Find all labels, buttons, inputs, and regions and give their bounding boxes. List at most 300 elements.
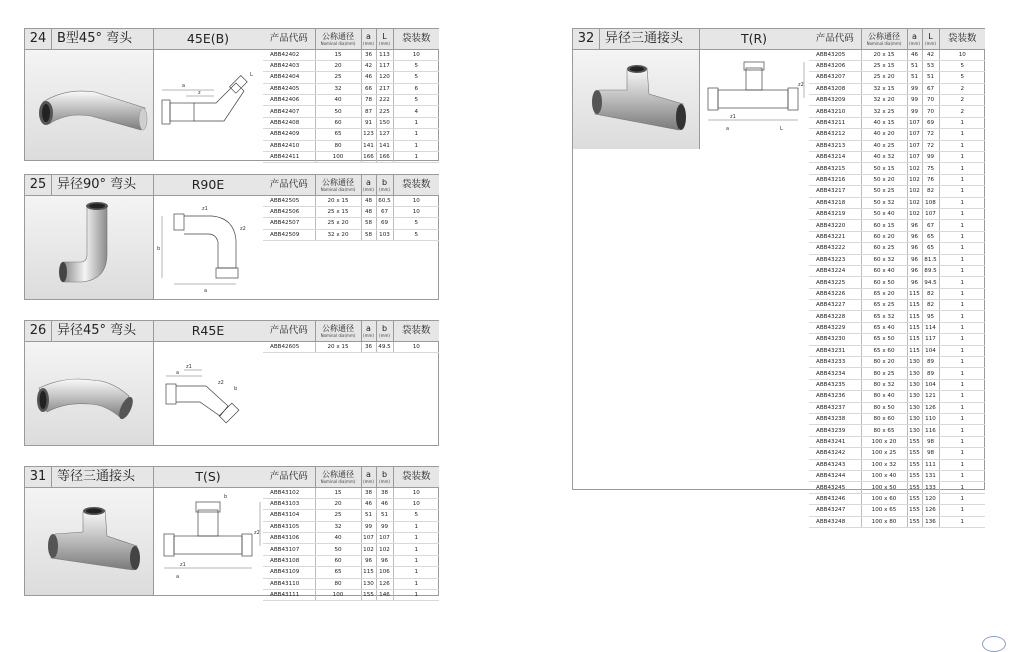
table-cell: 115: [907, 311, 922, 322]
table-cell: 102: [376, 544, 393, 555]
table-cell: 89: [922, 357, 939, 368]
section-number: 32: [577, 31, 595, 46]
table-cell: ABB43245: [809, 482, 861, 493]
table-row: [263, 510, 439, 521]
table-cell: 60.5: [376, 195, 393, 206]
table-cell: 130: [907, 402, 922, 413]
table-cell: 1: [939, 186, 985, 197]
table-cell: 120: [922, 493, 939, 504]
product-photo: [25, 488, 153, 595]
table-cell: 49.5: [376, 341, 393, 352]
table-cell: 1: [939, 357, 985, 368]
table-cell: 80 x 20: [861, 357, 907, 368]
table-cell: 1: [939, 482, 985, 493]
table-row: [263, 521, 439, 532]
table-cell: 1: [939, 516, 985, 527]
table-cell: 67: [376, 206, 393, 217]
table-cell: 107: [376, 533, 393, 544]
label-z2: z2: [218, 380, 224, 386]
table-cell: 72: [922, 129, 939, 140]
table-cell: 82: [922, 300, 939, 311]
table-cell: 96: [907, 277, 922, 288]
table-cell: 1: [393, 140, 439, 151]
table-cell: 107: [907, 129, 922, 140]
table-cell: 155: [907, 459, 922, 470]
table-cell: 87: [361, 106, 376, 117]
table-cell: 100 x 20: [861, 436, 907, 447]
section-name: 异径90° 弯头: [57, 177, 137, 192]
table-cell: 50 x 20: [861, 174, 907, 185]
table-cell: ABB43105: [263, 521, 315, 532]
table-cell: 5: [393, 510, 439, 521]
col-code: 产品代码: [809, 29, 861, 49]
label-a: a: [182, 83, 186, 89]
table-cell: 1: [939, 414, 985, 425]
col-nominal: 公称通径 Nominal dia(mm): [861, 29, 907, 49]
table-cell: 94.5: [922, 277, 939, 288]
table-cell: 99: [922, 152, 939, 163]
table-cell: ABB43228: [809, 311, 861, 322]
product-photo: [573, 50, 699, 149]
table-cell: 130: [907, 357, 922, 368]
table-cell: ABB42404: [263, 72, 315, 83]
table-cell: 1: [939, 117, 985, 128]
table-cell: 69: [376, 218, 393, 229]
technical-drawing: [154, 50, 263, 160]
col-pack: 袋装数: [393, 321, 439, 341]
table-cell: 96: [907, 220, 922, 231]
table-cell: 1: [939, 231, 985, 242]
table-row: [809, 288, 985, 299]
table-cell: 58: [361, 218, 376, 229]
table-cell: 1: [939, 220, 985, 231]
table-cell: 100 x 60: [861, 493, 907, 504]
table-cell: 100 x 25: [861, 448, 907, 459]
table-cell: 1: [939, 265, 985, 276]
col-b: b (mm): [376, 321, 393, 341]
table-row: [809, 322, 985, 333]
table-cell: ABB43217: [809, 186, 861, 197]
table-cell: 96: [907, 243, 922, 254]
table-cell: ABB43227: [809, 300, 861, 311]
table-cell: 32 x 20: [861, 95, 907, 106]
table-row: [809, 414, 985, 425]
table-cell: ABB42405: [263, 83, 315, 94]
table-cell: 102: [907, 174, 922, 185]
table-cell: 155: [361, 590, 376, 601]
table-cell: 98: [922, 436, 939, 447]
table-cell: 25: [315, 510, 361, 521]
table-cell: 107: [361, 533, 376, 544]
col-b: b (mm): [376, 467, 393, 487]
table-cell: ABB43218: [809, 197, 861, 208]
table-cell: 166: [376, 152, 393, 163]
table-cell: 91: [361, 117, 376, 128]
section-header: [25, 321, 263, 342]
table-cell: 217: [376, 83, 393, 94]
table-row: [809, 482, 985, 493]
table-cell: 126: [376, 578, 393, 589]
table-cell: 6: [393, 83, 439, 94]
table-cell: ABB43219: [809, 208, 861, 219]
table-cell: 100 x 65: [861, 505, 907, 516]
table-cell: 50: [315, 106, 361, 117]
table-cell: 80 x 50: [861, 402, 907, 413]
table-cell: 20 x 15: [315, 195, 361, 206]
table-cell: 130: [907, 425, 922, 436]
table-cell: 130: [361, 578, 376, 589]
col-b: b (mm): [376, 175, 393, 195]
table-row: [809, 516, 985, 527]
table-cell: 51: [907, 60, 922, 71]
label-z2: z2: [798, 82, 804, 88]
table-cell: 107: [907, 140, 922, 151]
section-number: 26: [29, 323, 47, 338]
table-row: [809, 117, 985, 128]
table-cell: ABB43111: [263, 590, 315, 601]
table-cell: 100 x 32: [861, 459, 907, 470]
table-cell: 100 x 80: [861, 516, 907, 527]
label-a: a: [726, 126, 730, 132]
label-z2: z2: [254, 530, 260, 536]
table-cell: 99: [361, 521, 376, 532]
table-cell: ABB42505: [263, 195, 315, 206]
col-nominal: 公称通径 Nominal dia(mm): [315, 175, 361, 195]
table-cell: 1: [939, 470, 985, 481]
table-cell: ABB43241: [809, 436, 861, 447]
table-cell: ABB43212: [809, 129, 861, 140]
col-code: 产品代码: [263, 175, 315, 195]
table-cell: 130: [907, 379, 922, 390]
table-cell: 1: [393, 544, 439, 555]
table-cell: 15: [315, 487, 361, 498]
table-cell: 4: [393, 106, 439, 117]
table-cell: 20: [315, 60, 361, 71]
table-cell: 65 x 40: [861, 322, 907, 333]
section-model-code: R90E: [191, 177, 225, 192]
section-header: [573, 29, 809, 50]
table-cell: 115: [907, 288, 922, 299]
table-cell: 126: [922, 402, 939, 413]
section-header: [25, 467, 263, 488]
table-cell: 1: [939, 254, 985, 265]
table-row: [809, 208, 985, 219]
col-pack: 袋装数: [393, 29, 439, 49]
table-cell: 102: [907, 186, 922, 197]
table-row: [809, 334, 985, 345]
table-cell: ABB42506: [263, 206, 315, 217]
table-cell: 58: [361, 229, 376, 240]
table-cell: 5: [393, 218, 439, 229]
elbow-45-photo: [25, 50, 153, 160]
spec-table: [809, 29, 985, 528]
col-pack: 袋装数: [393, 175, 439, 195]
table-cell: 1: [939, 505, 985, 516]
table-cell: 146: [376, 590, 393, 601]
section-model-code: 45E(B): [186, 31, 230, 46]
table-cell: ABB43214: [809, 152, 861, 163]
label-b: b: [224, 494, 228, 500]
table-cell: 10: [393, 341, 439, 352]
table-cell: 5: [393, 72, 439, 83]
label-z1: z1: [180, 562, 186, 568]
table-cell: ABB43213: [809, 140, 861, 151]
label-z1: z1: [730, 114, 736, 120]
table-cell: 10: [393, 49, 439, 60]
label-L: L: [780, 126, 783, 132]
table-cell: 25 x 15: [315, 206, 361, 217]
section-number: 25: [29, 177, 47, 192]
table-cell: 150: [376, 117, 393, 128]
table-cell: ABB43237: [809, 402, 861, 413]
table-cell: ABB43216: [809, 174, 861, 185]
table-cell: 95: [922, 311, 939, 322]
table-cell: 1: [393, 533, 439, 544]
table-row: [263, 487, 439, 498]
table-cell: 1: [939, 436, 985, 447]
table-cell: 70: [922, 95, 939, 106]
table-row: [263, 95, 439, 106]
spec-table: [263, 29, 439, 163]
table-cell: 130: [907, 414, 922, 425]
table-cell: 65: [315, 129, 361, 140]
table-cell: 36: [361, 49, 376, 60]
table-cell: 2: [939, 106, 985, 117]
spec-table: [263, 321, 439, 353]
table-cell: ABB43215: [809, 163, 861, 174]
table-cell: 46: [376, 498, 393, 509]
table-cell: 82: [922, 288, 939, 299]
table-cell: 80: [315, 140, 361, 151]
table-cell: 48: [361, 195, 376, 206]
table-cell: ABB43229: [809, 322, 861, 333]
table-cell: 141: [361, 140, 376, 151]
table-cell: 80 x 40: [861, 391, 907, 402]
table-row: [263, 206, 439, 217]
label-z1: z1: [186, 364, 192, 370]
table-cell: 5: [939, 72, 985, 83]
table-cell: 50 x 15: [861, 163, 907, 174]
table-cell: 51: [922, 72, 939, 83]
table-cell: 106: [376, 567, 393, 578]
table-row: [263, 533, 439, 544]
table-cell: 76: [922, 174, 939, 185]
table-row: [809, 186, 985, 197]
table-cell: ABB43244: [809, 470, 861, 481]
table-cell: 69: [922, 117, 939, 128]
reducing-elbow-90-photo: [25, 196, 153, 299]
table-cell: 20 x 15: [315, 341, 361, 352]
table-row: [809, 493, 985, 504]
table-cell: 32 x 25: [861, 106, 907, 117]
product-photo: [25, 196, 153, 299]
table-cell: 50 x 40: [861, 208, 907, 219]
section-name: 异径45° 弯头: [57, 323, 137, 338]
technical-drawing: [154, 342, 263, 445]
table-row: [809, 220, 985, 231]
table-cell: ABB43107: [263, 544, 315, 555]
table-cell: 1: [393, 152, 439, 163]
table-cell: 5: [939, 60, 985, 71]
table-cell: 136: [922, 516, 939, 527]
table-cell: ABB43207: [809, 72, 861, 83]
table-row: [263, 129, 439, 140]
label-a: a: [176, 574, 180, 580]
table-cell: 38: [376, 487, 393, 498]
table-cell: 1: [939, 208, 985, 219]
table-cell: 40: [315, 95, 361, 106]
table-cell: 110: [922, 414, 939, 425]
table-cell: ABB43235: [809, 379, 861, 390]
table-cell: ABB42406: [263, 95, 315, 106]
table-cell: 96: [361, 555, 376, 566]
table-row: [809, 60, 985, 71]
table-cell: 1: [939, 345, 985, 356]
table-cell: ABB43210: [809, 106, 861, 117]
table-cell: 1: [939, 174, 985, 185]
table-cell: 113: [376, 49, 393, 60]
table-cell: 10: [393, 498, 439, 509]
table-row: [809, 140, 985, 151]
table-cell: ABB42605: [263, 341, 315, 352]
table-cell: 1: [939, 163, 985, 174]
table-cell: 60 x 40: [861, 265, 907, 276]
table-cell: 46: [361, 72, 376, 83]
table-cell: 1: [939, 493, 985, 504]
table-cell: 51: [376, 510, 393, 521]
table-cell: 65 x 20: [861, 288, 907, 299]
table-cell: 130: [907, 391, 922, 402]
table-cell: 98: [922, 448, 939, 459]
table-cell: ABB43209: [809, 95, 861, 106]
table-cell: ABB43205: [809, 49, 861, 60]
section-24: [24, 28, 439, 161]
label-b: b: [157, 246, 161, 252]
col-L: L (mm): [376, 29, 393, 49]
table-row: [809, 459, 985, 470]
table-row: [809, 391, 985, 402]
table-cell: 1: [939, 140, 985, 151]
table-cell: 80: [315, 578, 361, 589]
table-row: [809, 106, 985, 117]
table-cell: 65 x 60: [861, 345, 907, 356]
table-cell: ABB43222: [809, 243, 861, 254]
table-row: [809, 470, 985, 481]
equal-tee-drawing: [154, 488, 263, 595]
table-row: [263, 60, 439, 71]
col-code: 产品代码: [263, 467, 315, 487]
table-cell: 53: [922, 60, 939, 71]
table-cell: 89: [922, 368, 939, 379]
table-cell: 5: [393, 60, 439, 71]
table-cell: 115: [907, 322, 922, 333]
table-cell: 155: [907, 482, 922, 493]
table-row: [809, 300, 985, 311]
table-row: [809, 277, 985, 288]
table-cell: ABB42509: [263, 229, 315, 240]
table-row: [263, 341, 439, 352]
table-cell: 25 x 20: [315, 218, 361, 229]
table-cell: ABB43104: [263, 510, 315, 521]
table-cell: 25 x 20: [861, 72, 907, 83]
table-row: [809, 505, 985, 516]
table-cell: 1: [939, 379, 985, 390]
label-b: b: [234, 386, 238, 392]
table-cell: 102: [361, 544, 376, 555]
table-row: [263, 218, 439, 229]
table-cell: 40 x 25: [861, 140, 907, 151]
col-a: a (mm): [361, 175, 376, 195]
table-cell: ABB43110: [263, 578, 315, 589]
col-pack: 袋装数: [939, 29, 985, 49]
table-cell: 1: [939, 311, 985, 322]
table-cell: 70: [922, 106, 939, 117]
table-cell: ABB43102: [263, 487, 315, 498]
table-row: [263, 83, 439, 94]
table-cell: 1: [939, 391, 985, 402]
table-row: [809, 129, 985, 140]
table-row: [809, 197, 985, 208]
table-cell: ABB43242: [809, 448, 861, 459]
table-cell: 126: [922, 505, 939, 516]
table-cell: 65 x 32: [861, 311, 907, 322]
table-cell: ABB42409: [263, 129, 315, 140]
table-cell: 1: [939, 129, 985, 140]
table-cell: 46: [361, 498, 376, 509]
table-cell: ABB43108: [263, 555, 315, 566]
product-photo: [25, 342, 153, 445]
table-cell: 130: [907, 368, 922, 379]
table-cell: ABB43226: [809, 288, 861, 299]
table-cell: 5: [393, 229, 439, 240]
table-cell: 32 x 15: [861, 83, 907, 94]
table-cell: 78: [361, 95, 376, 106]
table-cell: ABB43206: [809, 60, 861, 71]
table-cell: ABB42407: [263, 106, 315, 117]
col-a: a (mm): [361, 29, 376, 49]
table-cell: 111: [922, 459, 939, 470]
table-cell: 2: [939, 83, 985, 94]
table-row: [809, 311, 985, 322]
table-row: [263, 49, 439, 60]
table-cell: 108: [922, 197, 939, 208]
table-cell: 10: [393, 206, 439, 217]
table-cell: 82: [922, 186, 939, 197]
table-cell: 48: [361, 206, 376, 217]
table-cell: 100: [315, 152, 361, 163]
table-cell: 5: [393, 95, 439, 106]
technical-drawing: [154, 196, 263, 299]
col-code: 产品代码: [263, 321, 315, 341]
table-cell: ABB43106: [263, 533, 315, 544]
table-cell: 20 x 15: [861, 49, 907, 60]
table-cell: 1: [939, 402, 985, 413]
reducing-tee-photo: [573, 50, 699, 149]
table-cell: 38: [361, 487, 376, 498]
table-cell: ABB43208: [809, 83, 861, 94]
reducing-elbow-90-drawing: [154, 196, 263, 299]
table-cell: 225: [376, 106, 393, 117]
section-number: 24: [29, 31, 47, 46]
table-row: [809, 265, 985, 276]
col-a: a (mm): [907, 29, 922, 49]
table-cell: 32 x 20: [315, 229, 361, 240]
technical-drawing: [700, 50, 809, 149]
table-cell: 51: [907, 72, 922, 83]
spec-table: [263, 467, 439, 601]
table-cell: 1: [393, 117, 439, 128]
table-cell: 60 x 32: [861, 254, 907, 265]
